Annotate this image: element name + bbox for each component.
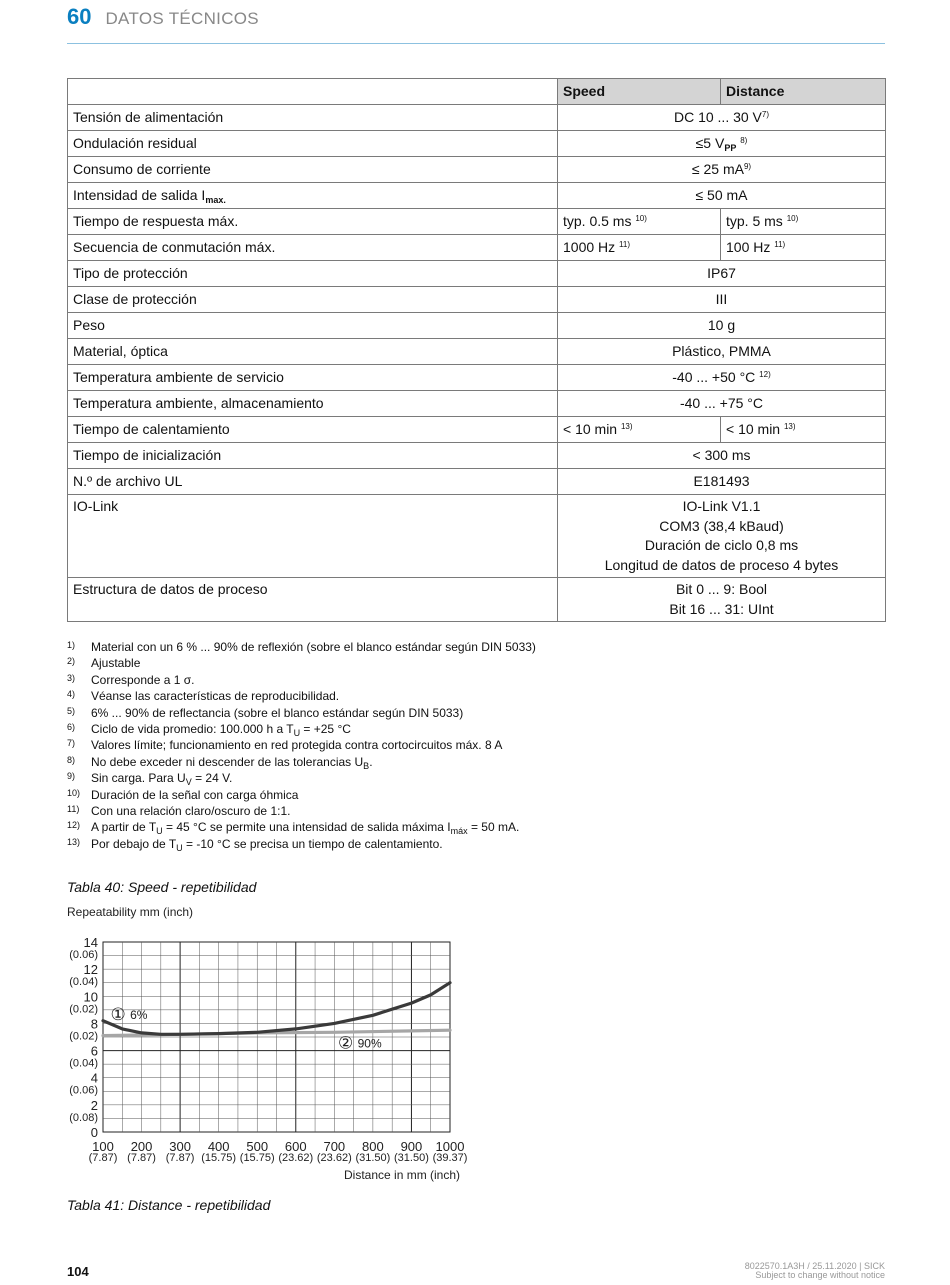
footnote: 12) A partir de $T_U = 45$ °C se permite una intensidad de salida máxima $I_{máx} = 50$ mA. [67,820,520,837]
annotation-label: 90% [357,1036,382,1051]
row-value: Bit 0 ... 9: Bool Bit 16 ... 31: UInt [558,578,886,622]
chart-frame [103,942,450,1132]
row-label: IO-Link [68,495,558,578]
row-value: -40 ... +75 °C [558,391,886,417]
x-tick-sublabel: (23.62) [278,1152,314,1164]
y-tick-sublabel: (0.08) [69,1111,98,1124]
table-row [68,105,886,131]
footer-doc-id: 8022570.1A3H / 25.11.2020 | SICK [744,1261,885,1271]
y-tick-sublabel: (0.04) [69,1057,98,1070]
row-value: 10 g [558,313,886,339]
header-rule [67,43,885,44]
x-tick-label: 900 [400,1139,423,1154]
row-label: N.º de archivo UL [68,469,558,495]
footnote: 13) Por debajo de $T_U = -10$ °C se precisa un tiempo de calentamiento. [67,836,443,853]
table-row [68,157,886,183]
x-tick-sublabel: (39.37) [432,1152,468,1164]
chapter-number: 60 [67,4,92,29]
table-row [68,443,886,469]
caption-speed: Tabla 40: Speed - repetibilidad [67,879,257,895]
x-tick-label: 500 [246,1139,269,1154]
x-tick-label: 700 [323,1139,346,1154]
chart-xlabel: Distance in mm (inch) [344,1168,461,1182]
footnote: 2) Ajustable [67,656,141,671]
row-value: DC 10 ... 30 $V^{7)}$ [558,105,886,131]
y-tick-sublabel: (0.02) [69,1030,98,1043]
footnote: 10) Duración de la señal con carga óhmica [67,787,299,802]
x-tick-sublabel: (15.75) [239,1152,275,1164]
row-value: III [558,287,886,313]
x-tick-label: 600 [284,1139,307,1154]
caption-distance: Tabla 41: Distance - repetibilidad [67,1197,271,1213]
x-tick-label: 400 [207,1139,230,1154]
table-row [68,287,886,313]
y-tick-sublabel: (0.06) [69,1084,98,1097]
x-tick-label: 200 [130,1139,153,1154]
table-row [68,183,886,209]
row-label: Temperatura ambiente, almacenamiento [68,391,558,417]
row-label: Tiempo de respuesta máx. [68,209,558,235]
footnotes [67,640,867,853]
table-row [68,209,886,235]
table-row [68,469,886,495]
annotation-marker: ① [110,1004,126,1025]
table-row [68,495,886,578]
table-row [68,578,886,622]
series-line-0 [103,983,450,1035]
row-value: -40 ... +50 °C $^{12)}$ [558,365,886,391]
row-value: IO-Link V1.1 COM3 (38,4 kBaud) Duración de ciclo 0,8 ms Longitud de datos de proceso 4 bytes [558,495,886,578]
table-row [68,391,886,417]
row-value: < 300 ms [558,443,886,469]
row-value: ≤ 50 mA [558,183,886,209]
footnote: 8) No debe exceder ni descender de las tolerancias $U_B$. [67,754,373,771]
x-tick-sublabel: (15.75) [201,1152,237,1164]
row-value: Plástico, PMMA [558,339,886,365]
page-header [67,4,259,34]
row-label: Tiempo de inicialización [68,443,558,469]
series-line-1 [103,1030,450,1035]
row-distance-value: 100 Hz $^{11)}$ [721,235,886,261]
footnote: 6) Ciclo de vida promedio: 100.000 h a $T_U = +25$ °C [67,721,351,738]
row-distance-value: < 10 min $^{13)}$ [721,417,886,443]
row-label: Peso [68,313,558,339]
y-tick-label: 14 [83,935,98,950]
y-tick-sublabel: (0.02) [69,1003,98,1016]
table-row [68,417,886,443]
footer-page-number: 104 [67,1264,89,1279]
row-label: Temperatura ambiente de servicio [68,365,558,391]
chart-ylabel: Repeatability mm (inch) [67,905,194,919]
annotation-marker: ② [337,1033,354,1054]
row-label: Tensión de alimentación [68,105,558,131]
row-label: Intensidad de salida $I_{max.}$ [68,183,558,209]
row-label: Clase de protección [68,287,558,313]
table-row [68,339,886,365]
y-tick-label: 4 [90,1070,98,1086]
table-row [68,235,886,261]
row-speed-value: 1000 Hz $^{11)}$ [558,235,721,261]
col-speed-header: Speed [558,79,721,105]
row-label: Estructura de datos de proceso [68,578,558,622]
row-value: ≤ 25 $mA^{9)}$ [558,157,886,183]
footnote: 11) Con una relación claro/oscuro de 1:1. [67,803,291,818]
x-tick-sublabel: (7.87) [165,1152,195,1164]
y-tick-label: 0 [90,1125,98,1140]
y-tick-label: 2 [90,1097,98,1113]
row-label: Tipo de protección [68,261,558,287]
x-tick-label: 300 [169,1139,191,1154]
col-distance-header: Distance [721,79,886,105]
row-label: Material, óptica [68,339,558,365]
row-label: Secuencia de conmutación máx. [68,235,558,261]
annotation-label: 6% [130,1007,148,1022]
chapter-title: DATOS TÉCNICOS [105,9,259,28]
row-label: Consumo de corriente [68,157,558,183]
footnote: 1) Material con un 6 % ... 90% de reflexión (sobre el blanco estándar según DIN 5033) [67,640,536,654]
footnote: 9) Sin carga. Para $U_V = 24$ V. [67,771,233,788]
table-row [68,131,886,157]
row-value: IP67 [558,261,886,287]
row-label: Ondulación residual [68,131,558,157]
footnote: 5) 6% ... 90% de reflectancia (sobre el blanco estándar según DIN 5033) [67,705,464,720]
y-tick-label: 10 [83,989,98,1005]
y-tick-label: 8 [90,1016,98,1032]
x-tick-sublabel: (7.87) [127,1152,156,1164]
table-row [68,261,886,287]
footer-notice: Subject to change without notice [755,1270,885,1280]
table-row [68,365,886,391]
y-tick-sublabel: (0.04) [69,976,98,989]
row-speed-value: typ. 0.5 ms $^{10)}$ [558,209,721,235]
footnote: 4) Véanse las características de reproducibilidad. [67,689,340,704]
table-header-row [68,79,886,105]
x-tick-sublabel: (7.87) [88,1152,118,1164]
footer-doc-info [745,1262,885,1280]
x-tick-sublabel: (31.50) [355,1152,391,1164]
x-tick-label: 800 [362,1139,384,1154]
spec-table [67,78,886,622]
x-tick-sublabel: (31.50) [394,1152,429,1164]
x-tick-sublabel: (23.62) [316,1152,352,1164]
table-row [68,313,886,339]
x-tick-label: 1000 [435,1139,465,1154]
row-label: Tiempo de calentamiento [68,417,558,443]
row-value: E181493 [558,469,886,495]
row-value: ≤5 $V_{PP}$ $^{8)}$ [558,131,886,157]
footnote: 7) Valores límite; funcionamiento en red protegida contra cortocircuitos máx. 8 A [67,738,503,753]
row-distance-value: typ. 5 ms $^{10)}$ [721,209,886,235]
y-tick-label: 6 [90,1043,98,1059]
x-tick-label: 100 [92,1139,114,1154]
y-tick-sublabel: (0.06) [69,949,98,961]
row-speed-value: < 10 min $^{13)}$ [558,417,721,443]
y-tick-label: 12 [83,962,98,978]
table-header-empty [68,79,558,105]
footnote: 3) Corresponde a 1 σ. [67,672,195,687]
